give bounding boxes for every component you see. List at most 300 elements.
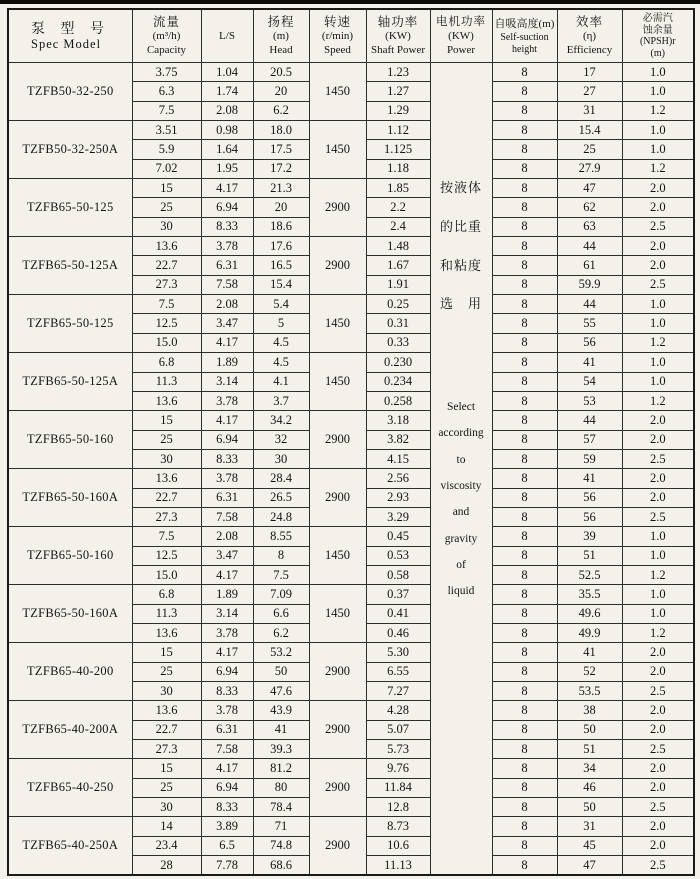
cell-efficiency: 50 (557, 720, 622, 739)
header-model (8, 9, 132, 63)
cell-capacity: 3.51 (132, 121, 201, 140)
header-capacity (132, 9, 201, 63)
cell-efficiency: 35.5 (557, 585, 622, 604)
cell-capacity: 25 (132, 778, 201, 797)
table-row (8, 237, 694, 256)
cell-head: 15.4 (253, 275, 309, 294)
cell-suction-height: 8 (492, 179, 557, 198)
cell-speed: 2900 (309, 643, 366, 701)
cell-efficiency: 54 (557, 372, 622, 391)
cell-efficiency: 38 (557, 701, 622, 720)
cell-ls: 3.78 (201, 469, 253, 488)
cell-suction-height: 8 (492, 82, 557, 101)
table-row (8, 701, 694, 720)
cell-speed: 1450 (309, 585, 366, 643)
header-suction-en1: Self-suction (500, 32, 549, 43)
cell-suction-height: 8 (492, 391, 557, 410)
header-shaft-power (366, 9, 430, 63)
cell-shaft-power: 2.93 (366, 488, 430, 507)
cell-suction-height: 8 (492, 604, 557, 623)
cell-speed: 1450 (309, 527, 366, 585)
table-row (8, 585, 694, 604)
cell-shaft-power: 1.125 (366, 140, 430, 159)
cell-head: 47.6 (253, 682, 309, 701)
header-suction (492, 9, 557, 63)
cell-efficiency: 61 (557, 256, 622, 275)
cell-capacity: 27.3 (132, 275, 201, 294)
cell-suction-height: 8 (492, 217, 557, 236)
table-body (8, 63, 694, 876)
cell-ls: 7.58 (201, 507, 253, 526)
cell-shaft-power: 0.234 (366, 372, 430, 391)
cell-capacity: 15 (132, 643, 201, 662)
cell-suction-height: 8 (492, 701, 557, 720)
cell-head: 6.6 (253, 604, 309, 623)
cell-suction-height: 8 (492, 798, 557, 817)
cell-ls: 3.89 (201, 817, 253, 836)
cell-speed: 2900 (309, 179, 366, 237)
cell-suction-height: 8 (492, 623, 557, 642)
cell-suction-height: 8 (492, 198, 557, 217)
cell-head: 78.4 (253, 798, 309, 817)
cell-efficiency: 17 (557, 63, 622, 82)
cell-speed: 1450 (309, 353, 366, 411)
cell-capacity: 13.6 (132, 623, 201, 642)
cell-capacity: 30 (132, 682, 201, 701)
cell-suction-height: 8 (492, 565, 557, 584)
cell-capacity: 25 (132, 198, 201, 217)
cell-npsh: 1.0 (622, 527, 694, 546)
cell-suction-height: 8 (492, 778, 557, 797)
cell-head: 8 (253, 546, 309, 565)
cell-capacity: 28 (132, 856, 201, 876)
cell-suction-height: 8 (492, 372, 557, 391)
header-row (8, 9, 694, 63)
cell-shaft-power: 0.258 (366, 391, 430, 410)
header-capacity-en: Capacity (146, 44, 187, 56)
cell-suction-height: 8 (492, 759, 557, 778)
cell-capacity: 13.6 (132, 701, 201, 720)
cell-head: 81.2 (253, 759, 309, 778)
cell-suction-height: 8 (492, 121, 557, 140)
header-shaft-power-en: Shaft Power (370, 44, 426, 56)
cell-npsh: 1.2 (622, 565, 694, 584)
cell-shaft-power: 0.46 (366, 623, 430, 642)
table-row (8, 411, 694, 430)
cell-head: 16.5 (253, 256, 309, 275)
cell-ls: 3.14 (201, 372, 253, 391)
cell-speed: 1450 (309, 63, 366, 121)
cell-ls: 6.5 (201, 836, 253, 855)
cell-shaft-power: 9.76 (366, 759, 430, 778)
cell-npsh: 2.0 (622, 411, 694, 430)
cell-efficiency: 52 (557, 662, 622, 681)
cell-efficiency: 39 (557, 527, 622, 546)
page-top-rule (0, 0, 700, 4)
cell-suction-height: 8 (492, 295, 557, 314)
cell-efficiency: 41 (557, 469, 622, 488)
cell-shaft-power: 5.07 (366, 720, 430, 739)
cell-npsh: 1.0 (622, 546, 694, 565)
cell-suction-height: 8 (492, 140, 557, 159)
cell-npsh: 2.0 (622, 817, 694, 836)
cell-npsh: 1.2 (622, 333, 694, 352)
header-efficiency (557, 9, 622, 63)
cell-shaft-power: 1.27 (366, 82, 430, 101)
cell-shaft-power: 11.84 (366, 778, 430, 797)
cell-capacity: 15 (132, 759, 201, 778)
cell-efficiency: 59 (557, 449, 622, 468)
cell-npsh: 2.0 (622, 759, 694, 778)
table-row (8, 295, 694, 314)
power-note-line: 选 用 (439, 296, 482, 312)
cell-efficiency: 31 (557, 817, 622, 836)
cell-suction-height: 8 (492, 237, 557, 256)
model-cell: TZFB65-40-250 (8, 759, 132, 817)
power-note-line: 的比重 (439, 218, 482, 234)
model-cell: TZFB65-40-250A (8, 817, 132, 876)
cell-npsh: 2.5 (622, 740, 694, 759)
cell-capacity: 27.3 (132, 507, 201, 526)
cell-shaft-power: 2.2 (366, 198, 430, 217)
cell-shaft-power: 2.56 (366, 469, 430, 488)
cell-npsh: 1.0 (622, 140, 694, 159)
cell-npsh: 2.5 (622, 856, 694, 876)
cell-suction-height: 8 (492, 720, 557, 739)
header-model-en: Spec Model (31, 36, 102, 51)
cell-ls: 6.31 (201, 488, 253, 507)
cell-head: 7.5 (253, 565, 309, 584)
cell-ls: 8.33 (201, 798, 253, 817)
pump-spec-table (7, 8, 695, 876)
cell-suction-height: 8 (492, 63, 557, 82)
cell-shaft-power: 1.12 (366, 121, 430, 140)
cell-suction-height: 8 (492, 159, 557, 178)
power-note-line: Select (446, 401, 476, 414)
cell-npsh: 2.0 (622, 198, 694, 217)
header-model-zh: 泵 型 号 (31, 21, 110, 37)
cell-capacity: 7.5 (132, 527, 201, 546)
cell-efficiency: 52.5 (557, 565, 622, 584)
model-cell: TZFB65-40-200A (8, 701, 132, 759)
cell-npsh: 1.0 (622, 295, 694, 314)
cell-shaft-power: 1.67 (366, 256, 430, 275)
cell-npsh: 1.0 (622, 82, 694, 101)
cell-shaft-power: 0.25 (366, 295, 430, 314)
cell-ls: 4.17 (201, 565, 253, 584)
cell-ls: 3.78 (201, 237, 253, 256)
table-row (8, 121, 694, 140)
cell-ls: 7.58 (201, 275, 253, 294)
cell-head: 30 (253, 449, 309, 468)
cell-ls: 8.33 (201, 449, 253, 468)
cell-suction-height: 8 (492, 256, 557, 275)
cell-npsh: 2.0 (622, 643, 694, 662)
power-note-en (431, 394, 492, 604)
cell-speed: 2900 (309, 759, 366, 817)
cell-capacity: 6.8 (132, 353, 201, 372)
cell-head: 20.5 (253, 63, 309, 82)
cell-head: 17.2 (253, 159, 309, 178)
cell-shaft-power: 2.4 (366, 217, 430, 236)
cell-shaft-power: 6.55 (366, 662, 430, 681)
cell-efficiency: 34 (557, 759, 622, 778)
cell-npsh: 2.0 (622, 488, 694, 507)
cell-npsh: 2.0 (622, 662, 694, 681)
cell-suction-height: 8 (492, 333, 557, 352)
cell-ls: 1.74 (201, 82, 253, 101)
cell-shaft-power: 3.29 (366, 507, 430, 526)
cell-capacity: 13.6 (132, 391, 201, 410)
cell-shaft-power: 3.18 (366, 411, 430, 430)
cell-efficiency: 27 (557, 82, 622, 101)
cell-speed: 2900 (309, 237, 366, 295)
table-row (8, 527, 694, 546)
power-note-line: gravity (444, 532, 478, 545)
cell-shaft-power: 4.28 (366, 701, 430, 720)
cell-head: 4.1 (253, 372, 309, 391)
cell-npsh: 2.0 (622, 701, 694, 720)
cell-head: 28.4 (253, 469, 309, 488)
cell-ls: 8.33 (201, 217, 253, 236)
cell-ls: 4.17 (201, 333, 253, 352)
model-cell: TZFB50-32-250 (8, 63, 132, 121)
cell-shaft-power: 0.37 (366, 585, 430, 604)
cell-suction-height: 8 (492, 546, 557, 565)
header-power-unit: (KW) (448, 30, 474, 42)
cell-head: 71 (253, 817, 309, 836)
cell-ls: 3.47 (201, 314, 253, 333)
cell-head: 5 (253, 314, 309, 333)
cell-suction-height: 8 (492, 353, 557, 372)
cell-capacity: 11.3 (132, 372, 201, 391)
header-ls-label: L/S (219, 30, 235, 42)
power-note-line: 和粘度 (439, 257, 482, 273)
cell-capacity: 15 (132, 179, 201, 198)
cell-ls: 3.14 (201, 604, 253, 623)
cell-efficiency: 56 (557, 488, 622, 507)
cell-head: 74.8 (253, 836, 309, 855)
cell-capacity: 22.7 (132, 488, 201, 507)
cell-efficiency: 63 (557, 217, 622, 236)
cell-head: 6.2 (253, 101, 309, 120)
cell-npsh: 1.0 (622, 314, 694, 333)
cell-capacity: 12.5 (132, 314, 201, 333)
cell-ls: 2.08 (201, 295, 253, 314)
cell-ls: 0.98 (201, 121, 253, 140)
power-note-zh (431, 169, 492, 324)
cell-npsh: 2.0 (622, 237, 694, 256)
cell-efficiency: 44 (557, 411, 622, 430)
header-head-en: Head (269, 44, 293, 56)
cell-efficiency: 56 (557, 507, 622, 526)
cell-head: 68.6 (253, 856, 309, 876)
cell-shaft-power: 0.41 (366, 604, 430, 623)
table-row (8, 469, 694, 488)
table-row (8, 353, 694, 372)
cell-efficiency: 49.9 (557, 623, 622, 642)
cell-suction-height: 8 (492, 643, 557, 662)
cell-head: 7.09 (253, 585, 309, 604)
cell-suction-height: 8 (492, 488, 557, 507)
cell-shaft-power: 5.30 (366, 643, 430, 662)
model-cell: TZFB65-50-125A (8, 353, 132, 411)
cell-shaft-power: 7.27 (366, 682, 430, 701)
table-row (8, 63, 694, 82)
cell-ls: 7.78 (201, 856, 253, 876)
cell-ls: 7.58 (201, 740, 253, 759)
cell-suction-height: 8 (492, 740, 557, 759)
cell-efficiency: 51 (557, 740, 622, 759)
header-efficiency-unit: (η) (582, 30, 597, 42)
cell-ls: 3.78 (201, 701, 253, 720)
cell-head: 3.7 (253, 391, 309, 410)
cell-head: 80 (253, 778, 309, 797)
cell-shaft-power: 1.91 (366, 275, 430, 294)
cell-capacity: 14 (132, 817, 201, 836)
header-efficiency-en: Efficiency (566, 44, 613, 56)
cell-suction-height: 8 (492, 682, 557, 701)
cell-efficiency: 41 (557, 353, 622, 372)
cell-npsh: 2.5 (622, 682, 694, 701)
cell-ls: 3.78 (201, 391, 253, 410)
table-row (8, 817, 694, 836)
power-note-line: viscosity (440, 480, 482, 493)
cell-efficiency: 53.5 (557, 682, 622, 701)
power-note-cell (430, 63, 492, 876)
cell-ls: 1.89 (201, 353, 253, 372)
cell-shaft-power: 1.23 (366, 63, 430, 82)
cell-efficiency: 45 (557, 836, 622, 855)
cell-efficiency: 46 (557, 778, 622, 797)
cell-suction-height: 8 (492, 507, 557, 526)
cell-capacity: 22.7 (132, 256, 201, 275)
header-efficiency-zh: 效率 (575, 15, 603, 29)
header-npsh-l2: 蚀余量 (642, 24, 673, 36)
cell-head: 26.5 (253, 488, 309, 507)
cell-shaft-power: 0.33 (366, 333, 430, 352)
header-shaft-power-zh: 轴功率 (377, 15, 419, 29)
cell-efficiency: 41 (557, 643, 622, 662)
cell-efficiency: 51 (557, 546, 622, 565)
cell-head: 17.6 (253, 237, 309, 256)
power-note-line: and (452, 506, 470, 519)
header-npsh (622, 9, 694, 63)
cell-shaft-power: 0.53 (366, 546, 430, 565)
cell-head: 53.2 (253, 643, 309, 662)
cell-shaft-power: 10.6 (366, 836, 430, 855)
cell-npsh: 1.0 (622, 121, 694, 140)
cell-efficiency: 56 (557, 333, 622, 352)
header-shaft-power-unit: (KW) (385, 30, 411, 42)
power-note-line: according (438, 427, 484, 440)
cell-ls: 1.89 (201, 585, 253, 604)
cell-efficiency: 15.4 (557, 121, 622, 140)
cell-capacity: 7.5 (132, 295, 201, 314)
model-cell: TZFB65-50-125 (8, 295, 132, 353)
cell-efficiency: 50 (557, 798, 622, 817)
cell-capacity: 25 (132, 662, 201, 681)
cell-npsh: 2.0 (622, 720, 694, 739)
cell-capacity: 13.6 (132, 469, 201, 488)
cell-ls: 3.47 (201, 546, 253, 565)
cell-head: 6.2 (253, 623, 309, 642)
cell-npsh: 2.0 (622, 179, 694, 198)
cell-ls: 6.31 (201, 256, 253, 275)
cell-ls: 2.08 (201, 527, 253, 546)
header-speed-unit: (r/min) (321, 30, 354, 42)
header-npsh-l3: (NPSH)r (639, 36, 676, 47)
cell-suction-height: 8 (492, 817, 557, 836)
header-speed-zh: 转速 (323, 15, 351, 29)
cell-npsh: 2.5 (622, 275, 694, 294)
cell-speed: 1450 (309, 121, 366, 179)
cell-shaft-power: 1.29 (366, 101, 430, 120)
table-row (8, 643, 694, 662)
cell-efficiency: 53 (557, 391, 622, 410)
cell-efficiency: 55 (557, 314, 622, 333)
cell-suction-height: 8 (492, 527, 557, 546)
cell-shaft-power: 8.73 (366, 817, 430, 836)
cell-capacity: 7.02 (132, 159, 201, 178)
cell-efficiency: 49.6 (557, 604, 622, 623)
cell-ls: 4.17 (201, 759, 253, 778)
cell-suction-height: 8 (492, 101, 557, 120)
cell-npsh: 1.0 (622, 585, 694, 604)
cell-capacity: 6.8 (132, 585, 201, 604)
cell-npsh: 2.0 (622, 836, 694, 855)
cell-head: 20 (253, 198, 309, 217)
cell-npsh: 1.2 (622, 101, 694, 120)
cell-suction-height: 8 (492, 411, 557, 430)
cell-shaft-power: 0.230 (366, 353, 430, 372)
cell-efficiency: 44 (557, 295, 622, 314)
header-speed (309, 9, 366, 63)
cell-capacity: 3.75 (132, 63, 201, 82)
header-power-en: Power (446, 44, 476, 56)
model-cell: TZFB65-50-160A (8, 469, 132, 527)
cell-capacity: 30 (132, 217, 201, 236)
cell-ls: 6.94 (201, 430, 253, 449)
cell-head: 50 (253, 662, 309, 681)
cell-suction-height: 8 (492, 449, 557, 468)
header-head-zh: 扬程 (267, 15, 295, 29)
power-note-line: liquid (447, 585, 475, 598)
cell-capacity: 22.7 (132, 720, 201, 739)
cell-capacity: 30 (132, 449, 201, 468)
model-cell: TZFB65-50-125 (8, 179, 132, 237)
cell-ls: 4.17 (201, 411, 253, 430)
header-head (253, 9, 309, 63)
cell-npsh: 1.2 (622, 159, 694, 178)
cell-suction-height: 8 (492, 856, 557, 876)
header-suction-en2: height (512, 43, 537, 55)
cell-head: 4.5 (253, 353, 309, 372)
cell-ls: 8.33 (201, 682, 253, 701)
cell-efficiency: 27.9 (557, 159, 622, 178)
model-cell: TZFB65-50-160 (8, 411, 132, 469)
header-suction-zh: 自吸高度(m) (494, 18, 555, 30)
cell-capacity: 15 (132, 411, 201, 430)
cell-shaft-power: 11.13 (366, 856, 430, 876)
header-npsh-l4: (m) (650, 47, 665, 59)
cell-efficiency: 47 (557, 179, 622, 198)
cell-speed: 1450 (309, 295, 366, 353)
cell-suction-height: 8 (492, 836, 557, 855)
cell-capacity: 5.9 (132, 140, 201, 159)
cell-ls: 6.94 (201, 198, 253, 217)
cell-head: 8.55 (253, 527, 309, 546)
